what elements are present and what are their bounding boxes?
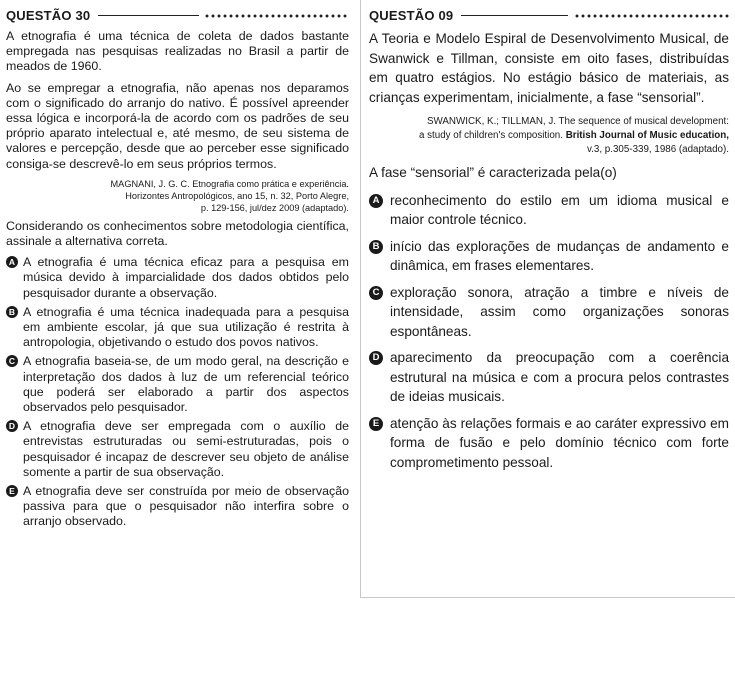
q09-prompt: A fase “sensorial” é caracterizada pela(o) — [369, 165, 617, 180]
q30-option-a-text: A etnografia é uma técnica eficaz para a pesquisa em música devido à imparcialidade dos dados obtidos pelo pesquisador durante a observação. — [23, 255, 349, 300]
q30-option-a[interactable] — [6, 255, 349, 301]
header-rule — [461, 13, 729, 19]
q30-option-d[interactable] — [6, 419, 349, 480]
option-b-badge-icon: B — [369, 240, 383, 254]
question-30-column — [0, 0, 355, 684]
q09-option-e[interactable] — [369, 414, 729, 473]
question-30-title: QUESTÃO 30 — [6, 8, 91, 23]
option-b-badge-icon: B — [6, 306, 18, 318]
q09-option-a-text: reconhecimento do estilo em um idioma musical e maior controle técnico. — [390, 192, 729, 227]
q09-citation-line-2a: a study of children's composition. — [418, 130, 566, 141]
header-rule — [98, 13, 349, 19]
q30-citation-line-1: MAGNANI, J. G. C. Etnografia como prática e experiência. — [110, 178, 349, 189]
q09-option-e-text: atenção às relações formais e ao caráter expressivo em forma de fusão e pelo domínio técnico com forte comprometimento pessoal. — [390, 415, 729, 470]
q09-option-d[interactable] — [369, 348, 729, 407]
question-09-column — [360, 0, 735, 598]
q30-option-e-text: A etnografia deve ser construída por meio de observação passiva para que o pesquisador não interfira sobre o arranjo observado. — [23, 484, 349, 529]
option-a-badge-icon: A — [369, 194, 383, 208]
question-30-header — [6, 8, 349, 23]
q09-paragraph-1: A Teoria e Modelo Espiral de Desenvolvimento Musical, de Swanwick e Tillman, consiste em oito fases, distribuídas em quatro estágios. No estágio básico de materiais, as crianças experimentam, inicialmente, a fase “sensorial”. — [369, 31, 729, 105]
q09-option-b[interactable] — [369, 237, 729, 276]
q30-option-c[interactable] — [6, 354, 349, 415]
q09-option-d-text: aparecimento da preocupação com a coerência estrutural na música e com a procura pelos contrastes de ideias musicais. — [390, 350, 729, 404]
q30-paragraph-2: Ao se empregar a etnografia, não apenas nos deparamos com o significado do arranjo do nativo. É possível apreender essa lógica e incorporá-la de acordo com os padrões de seu próprio aparato intelectual e, até mesmo, de seu sistema de valores e percepção, desde que ao perceber esse significado consiga-se descrevê-lo em seus próprios termos. — [6, 80, 349, 171]
q09-citation-line-3: v.3, p.305-339, 1986 (adaptado). — [587, 144, 729, 155]
option-c-badge-icon: C — [369, 286, 383, 300]
q30-option-b-text: A etnografia é uma técnica inadequada para a pesquisa em ambiente escolar, já que sua utilização é restrita à antropologia, objetivando o estudo dos povos nativos. — [23, 304, 349, 350]
question-09-title: QUESTÃO 09 — [369, 8, 454, 23]
q30-option-d-text: A etnografia deve ser empregada com o auxílio de entrevistas estruturadas ou semi-estruturadas, pois o pesquisador é incapaz de descrever seu objeto de análise somente a partir de sua observação. — [23, 419, 349, 479]
q09-citation-line-1: SWANWICK, K.; TILLMAN, J. The sequence of musical development: — [426, 116, 729, 127]
q09-option-a[interactable] — [369, 191, 729, 230]
q30-paragraph-1: A etnografia é uma técnica de coleta de dados bastante empregada nas pesquisas realizadas no Brasil a partir de meados de 1960. — [6, 29, 349, 74]
q30-citation-line-2: Horizontes Antropológicos, ano 15, n. 32, Porto Alegre, — [125, 190, 349, 201]
q30-prompt: Considerando os conhecimentos sobre metodologia científica, assinale a alternativa correta. — [6, 218, 349, 249]
option-e-badge-icon: E — [6, 485, 18, 497]
q30-option-e[interactable] — [6, 484, 349, 530]
q30-option-c-text: A etnografia baseia-se, de um modo geral, na descrição e interpretação dos dados à luz de um referencial teórico que poderá ser elaborado a partir dos aspectos observados pelo pesquisador. — [23, 354, 349, 415]
question-09-header — [369, 8, 729, 23]
option-e-badge-icon: E — [369, 417, 383, 431]
q09-option-c-text: exploração sonora, atração a timbre e níveis de intensidade, assim como organizações sonoras espontâneas. — [390, 284, 729, 339]
q09-citation-journal: British Journal of Music education, — [565, 130, 729, 141]
q09-option-b-text: início das explorações de mudanças de andamento e dinâmica, em frases elementares. — [390, 238, 729, 273]
q30-citation-line-3: p. 129-156, jul/dez 2009 (adaptado). — [200, 202, 349, 213]
option-a-badge-icon: A — [6, 256, 18, 268]
option-c-badge-icon: C — [6, 355, 18, 367]
option-d-badge-icon: D — [6, 420, 18, 432]
q30-option-b[interactable] — [6, 305, 349, 351]
q30-citation — [6, 178, 349, 214]
q09-citation — [369, 115, 729, 157]
option-d-badge-icon: D — [369, 351, 383, 365]
q09-option-c[interactable] — [369, 283, 729, 342]
